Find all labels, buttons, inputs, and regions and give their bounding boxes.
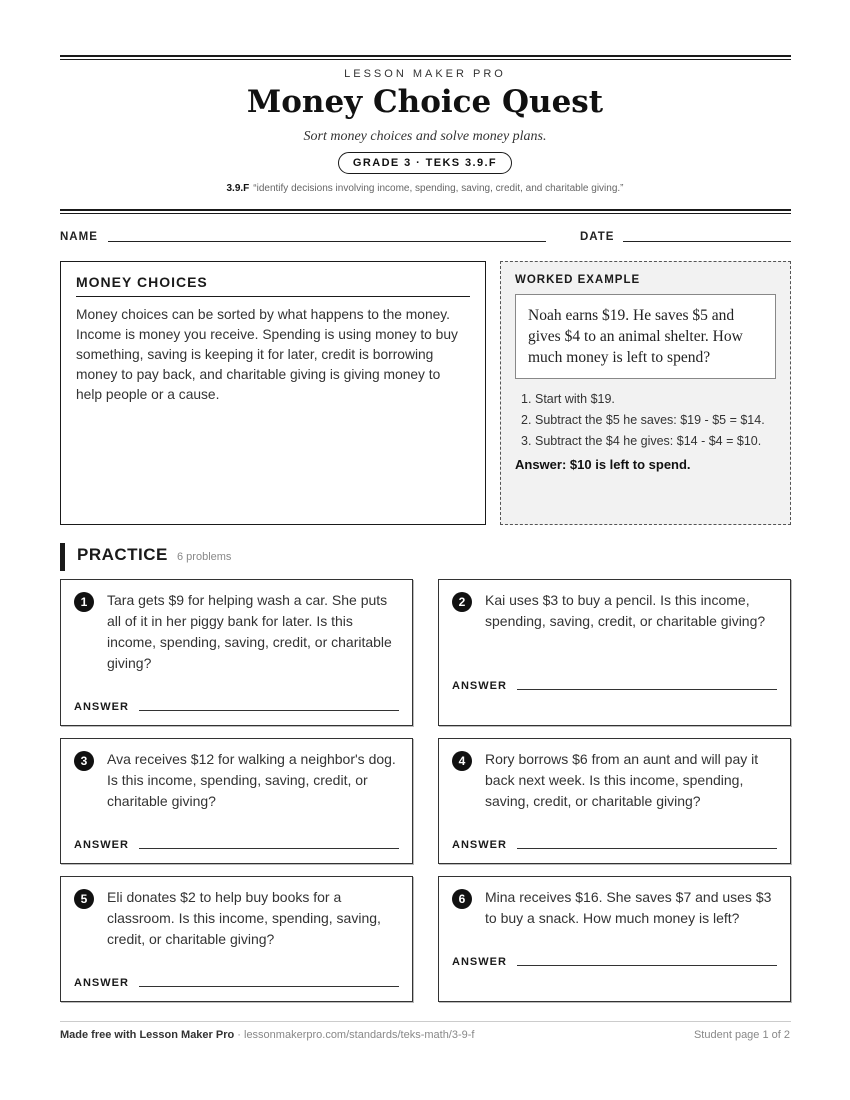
worksheet-subtitle: Sort money choices and solve money plans.	[303, 129, 547, 144]
problem-number-badge: 1	[74, 592, 94, 612]
answer-label: ANSWER	[452, 839, 507, 851]
worked-example-answer: Answer: $10 is left to spend.	[515, 457, 691, 472]
answer-label: ANSWER	[74, 977, 129, 989]
answer-field-4[interactable]	[517, 848, 777, 849]
worksheet-title: Money Choice Quest	[246, 84, 604, 120]
practice-count: 6 problems	[177, 551, 232, 563]
header-top-rule	[60, 55, 791, 60]
footer-page-number: Student page 1 of 2	[693, 1029, 790, 1041]
problem-card-3	[60, 738, 413, 864]
answer-field-2[interactable]	[517, 689, 777, 690]
money-choices-heading: MONEY CHOICES	[76, 274, 470, 297]
date-label: DATE	[580, 231, 615, 243]
footer-rule	[60, 1021, 791, 1022]
brand-name: LESSON MAKER PRO	[344, 68, 506, 80]
money-choices-panel	[60, 261, 486, 525]
problem-number-badge: 4	[452, 751, 472, 771]
practice-accent-bar	[60, 543, 65, 571]
problem-card-5	[60, 876, 413, 1002]
problem-card-4	[438, 738, 791, 864]
answer-label: ANSWER	[74, 839, 129, 851]
money-choices-text: Money choices can be sorted by what happens to the money. Income is money you receive. Spending is using money to buy something, saving is keeping it for later, credit is borrowing money to pay back, and charitable giving is giving money to help people or a cause.	[76, 307, 458, 402]
worked-example-panel	[500, 261, 791, 525]
name-label: NAME	[60, 231, 98, 243]
footer-made-with: Made free with Lesson Maker Pro	[60, 1029, 235, 1041]
worked-example-steps	[515, 389, 776, 451]
problem-number-badge: 6	[452, 889, 472, 909]
answer-label: ANSWER	[452, 680, 507, 692]
footer-credit	[60, 1029, 474, 1041]
answer-label: ANSWER	[452, 956, 507, 968]
standard-text: “identify decisions involving income, spending, saving, credit, and charitable giving.”	[253, 183, 624, 194]
name-field[interactable]	[108, 241, 546, 242]
problem-text: Mina receives $16. She saves $7 and uses $3 to buy a snack. How much money is left?	[485, 889, 772, 926]
problem-text: Kai uses $3 to buy a pencil. Is this income, spending, saving, credit, or charitable giving?	[485, 592, 766, 629]
standard-code: 3.9.F	[226, 183, 250, 194]
answer-field-5[interactable]	[139, 986, 399, 987]
step-item: 2. Subtract the $5 he saves: $19 - $5 = $14.	[521, 413, 765, 427]
footer-url-link[interactable]: lessonmakerpro.com/standards/teks-math/3-9-f	[244, 1029, 475, 1041]
problem-text: Tara gets $9 for helping wash a car. She puts all of it in her piggy bank for later. Is this income, spending, saving, credit, or charitable giving?	[107, 592, 392, 671]
footer-separator: ·	[234, 1029, 244, 1041]
worked-example-heading: WORKED EXAMPLE	[515, 274, 641, 286]
practice-title: PRACTICE	[77, 545, 168, 564]
step-item: 1. Start with $19.	[521, 392, 615, 406]
problem-text: Ava receives $12 for walking a neighbor's dog. Is this income, spending, saving, credit, or charitable giving?	[107, 751, 396, 809]
grade-badge: GRADE 3 · TEKS 3.9.F	[338, 152, 512, 174]
problem-number-badge: 2	[452, 592, 472, 612]
problem-card-2	[438, 579, 791, 726]
date-field[interactable]	[623, 241, 791, 242]
worked-example-problem: Noah earns $19. He saves $5 and gives $4 to an animal shelter. How much money is left to spend?	[515, 294, 776, 379]
header-bottom-rule	[60, 209, 791, 214]
problem-text: Rory borrows $6 from an aunt and will pay it back next week. Is this income, spending, saving, credit, or charitable giving?	[485, 751, 759, 809]
problem-number-badge: 5	[74, 889, 94, 909]
problem-card-1	[60, 579, 413, 726]
answer-field-6[interactable]	[517, 965, 777, 966]
problem-card-6	[438, 876, 791, 1002]
answer-label: ANSWER	[74, 701, 129, 713]
problem-number-badge: 3	[74, 751, 94, 771]
standard-line	[0, 183, 850, 194]
answer-field-1[interactable]	[139, 710, 399, 711]
answer-field-3[interactable]	[139, 848, 399, 849]
step-item: 3. Subtract the $4 he gives: $14 - $4 = $10.	[521, 434, 762, 448]
problem-text: Eli donates $2 to help buy books for a classroom. Is this income, spending, saving, credit, or charitable giving?	[107, 889, 381, 947]
